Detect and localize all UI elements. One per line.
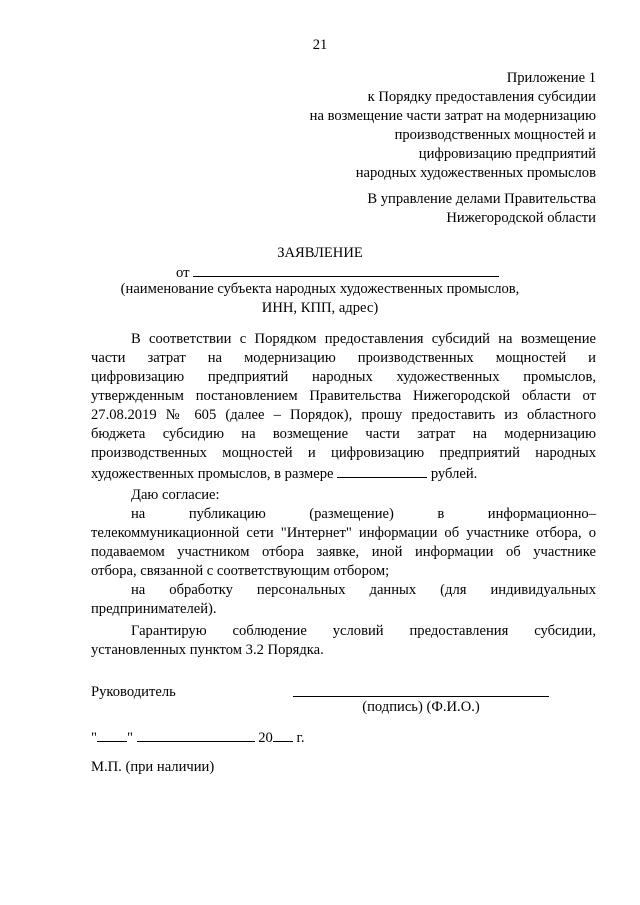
signatory-label: Руководитель <box>91 684 176 700</box>
appendix-line: к Порядку предоставления субсидии <box>367 89 596 105</box>
year-blank <box>273 727 293 742</box>
consent-line: предпринимателей). <box>91 601 217 617</box>
appendix-header <box>236 69 596 183</box>
date-quote: " <box>91 730 97 746</box>
amount-blank <box>337 463 427 478</box>
signature-caption: (подпись) (Ф.И.О.) <box>362 699 480 715</box>
from-caption <box>0 280 640 318</box>
page-number: 21 <box>312 37 328 53</box>
consent-line: подаваемом участником отбора заявке, иной информации об участнике <box>91 544 596 560</box>
date-line <box>91 727 305 748</box>
guarantee-line: Гарантирую соблюдение условий предоставления субсидии, <box>131 623 596 639</box>
date-quote: " <box>126 730 133 746</box>
paragraph-line: бюджета субсидию на возмещение части затрат на модернизацию <box>91 426 596 442</box>
year-suffix: г. <box>296 730 305 746</box>
consent-line: отбора, связанной с соответствующим отбором; <box>91 563 390 579</box>
addressee-line: В управление делами Правительства <box>367 191 596 207</box>
paragraph-line <box>91 463 596 484</box>
consent-heading: Даю согласие: <box>131 487 220 503</box>
addressee <box>236 190 596 228</box>
guarantee-paragraph <box>91 622 596 660</box>
guarantee-line: установленных пунктом 3.2 Порядка. <box>91 642 324 658</box>
appendix-line: народных художественных промыслов <box>355 165 596 181</box>
year-prefix: 20 <box>258 730 273 746</box>
from-label: от <box>176 265 190 281</box>
appendix-line: цифровизацию предприятий <box>418 146 596 162</box>
appendix-line: на возмещение части затрат на модернизацию <box>309 108 596 124</box>
stamp-place: М.П. (при наличии) <box>91 759 215 775</box>
day-blank <box>97 727 127 742</box>
from-caption-line: ИНН, КПП, адрес) <box>261 300 379 316</box>
consent-line: телекоммуникационной сети "Интернет" информации об участнике отбора, о <box>91 525 596 541</box>
appendix-line: Приложение 1 <box>506 70 596 86</box>
request-paragraph <box>91 330 596 484</box>
addressee-line: Нижегородской области <box>446 210 596 226</box>
consent-line: на обработку персональных данных (для индивидуальных <box>131 582 596 598</box>
paragraph-text: художественных промыслов, в размере <box>91 466 334 482</box>
paragraph-line: 27.08.2019 № 605 (далее – Порядок), прошу предоставить из областного <box>91 407 596 423</box>
month-blank <box>137 727 255 742</box>
paragraph-line: цифровизацию предприятий народных художественных промыслов, <box>91 369 596 385</box>
paragraph-line: производственных мощностей и цифровизацию предприятий народных <box>91 445 596 461</box>
paragraph-line: утвержденным постановлением Правительства Нижегородской области от <box>91 388 596 404</box>
paragraph-line: В соответствии с Порядком предоставления субсидий на возмещение <box>131 331 596 347</box>
document-title: ЗАЯВЛЕНИЕ <box>277 245 363 261</box>
from-caption-line: (наименование субъекта народных художественных промыслов, <box>120 281 520 297</box>
applicant-name-blank <box>193 262 499 277</box>
consent-line: на публикацию (размещение) в информационно– <box>131 506 596 522</box>
consent-paragraph <box>91 486 596 619</box>
paragraph-line: части затрат на модернизацию производственных мощностей и <box>91 350 596 366</box>
appendix-line: производственных мощностей и <box>394 127 596 143</box>
paragraph-text: рублей. <box>430 466 478 482</box>
signature-blank <box>293 696 549 697</box>
